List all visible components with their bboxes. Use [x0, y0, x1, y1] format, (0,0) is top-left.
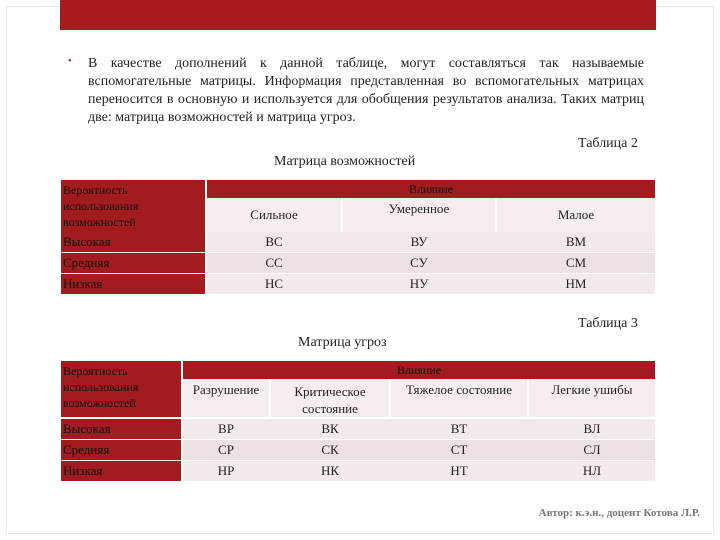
table3-row-label: Низкая — [61, 461, 181, 481]
table2-caption: Матрица возможностей — [274, 154, 416, 169]
table3-col-header: Легкие ушибы — [529, 379, 655, 417]
table3-cell: СР — [218, 442, 234, 457]
table3-cell: НК — [320, 463, 340, 478]
table3-cell: ВЛ — [583, 421, 601, 436]
table2-col-header: Сильное — [207, 198, 341, 232]
table2-col-header: Умеренное — [343, 198, 495, 232]
table2-cell: НМ — [565, 276, 587, 291]
bullet-icon: • — [68, 56, 72, 67]
table2-cell: СУ — [410, 255, 428, 270]
table2-col-header: Малое — [497, 198, 655, 232]
table3-cell: НЛ — [582, 463, 602, 478]
table3-cell: ВК — [321, 421, 339, 436]
table3-influence-header: Влияние — [183, 361, 655, 379]
table2-corner-header: Вероятность использования возможностей — [61, 180, 205, 232]
table2-cell: ВМ — [565, 234, 587, 249]
table3-cell: НР — [217, 463, 235, 478]
table3-caption: Матрица угроз — [298, 335, 387, 350]
table2-cell: ВУ — [410, 234, 428, 249]
table2-cell: ВС — [265, 234, 283, 249]
table2-cell: СС — [265, 255, 283, 270]
table3-cell: СЛ — [583, 442, 601, 457]
table3-cell: ВТ — [450, 421, 468, 436]
table2-cell: НУ — [409, 276, 429, 291]
table2-cell: СМ — [565, 255, 587, 270]
table3-col-header: Критическое состояние — [271, 379, 389, 417]
table3-cell: СК — [321, 442, 339, 457]
table3-col-header: Тяжелое состояние — [391, 379, 527, 417]
table2-label: Таблица 2 — [578, 136, 638, 151]
table3-corner-header: Вероятность использования возможностей — [61, 361, 181, 417]
table3-col-header: Разрушение — [183, 379, 269, 417]
table2-row-label: Низкая — [61, 274, 205, 294]
table3-row-label: Средняя — [61, 440, 181, 460]
table3-label: Таблица 3 — [578, 316, 638, 331]
table2-cell: НС — [264, 276, 284, 291]
table2-influence-header: Влияние — [207, 180, 655, 198]
title-band — [60, 0, 656, 30]
intro-paragraph: В качестве дополнений к данной таблице, могут составляться так называемые вспомогательные матрицы. Информация представленная во вспомогательных матрицах переносится в основную и используется для обобщения результатов анализа. Таких матриц две: матрица возможностей и матрица угроз. — [88, 56, 644, 125]
table3-cell: СТ — [450, 442, 468, 457]
table3-cell: НТ — [450, 463, 468, 478]
table3-cell: ВР — [218, 421, 234, 436]
table2-row-label: Высокая — [61, 232, 205, 252]
author-credit: Автор: к.э.н., доцент Котова Л.Р. — [538, 507, 700, 519]
table2-row-label: Средняя — [61, 253, 205, 273]
table3-row-label: Высокая — [61, 419, 181, 439]
